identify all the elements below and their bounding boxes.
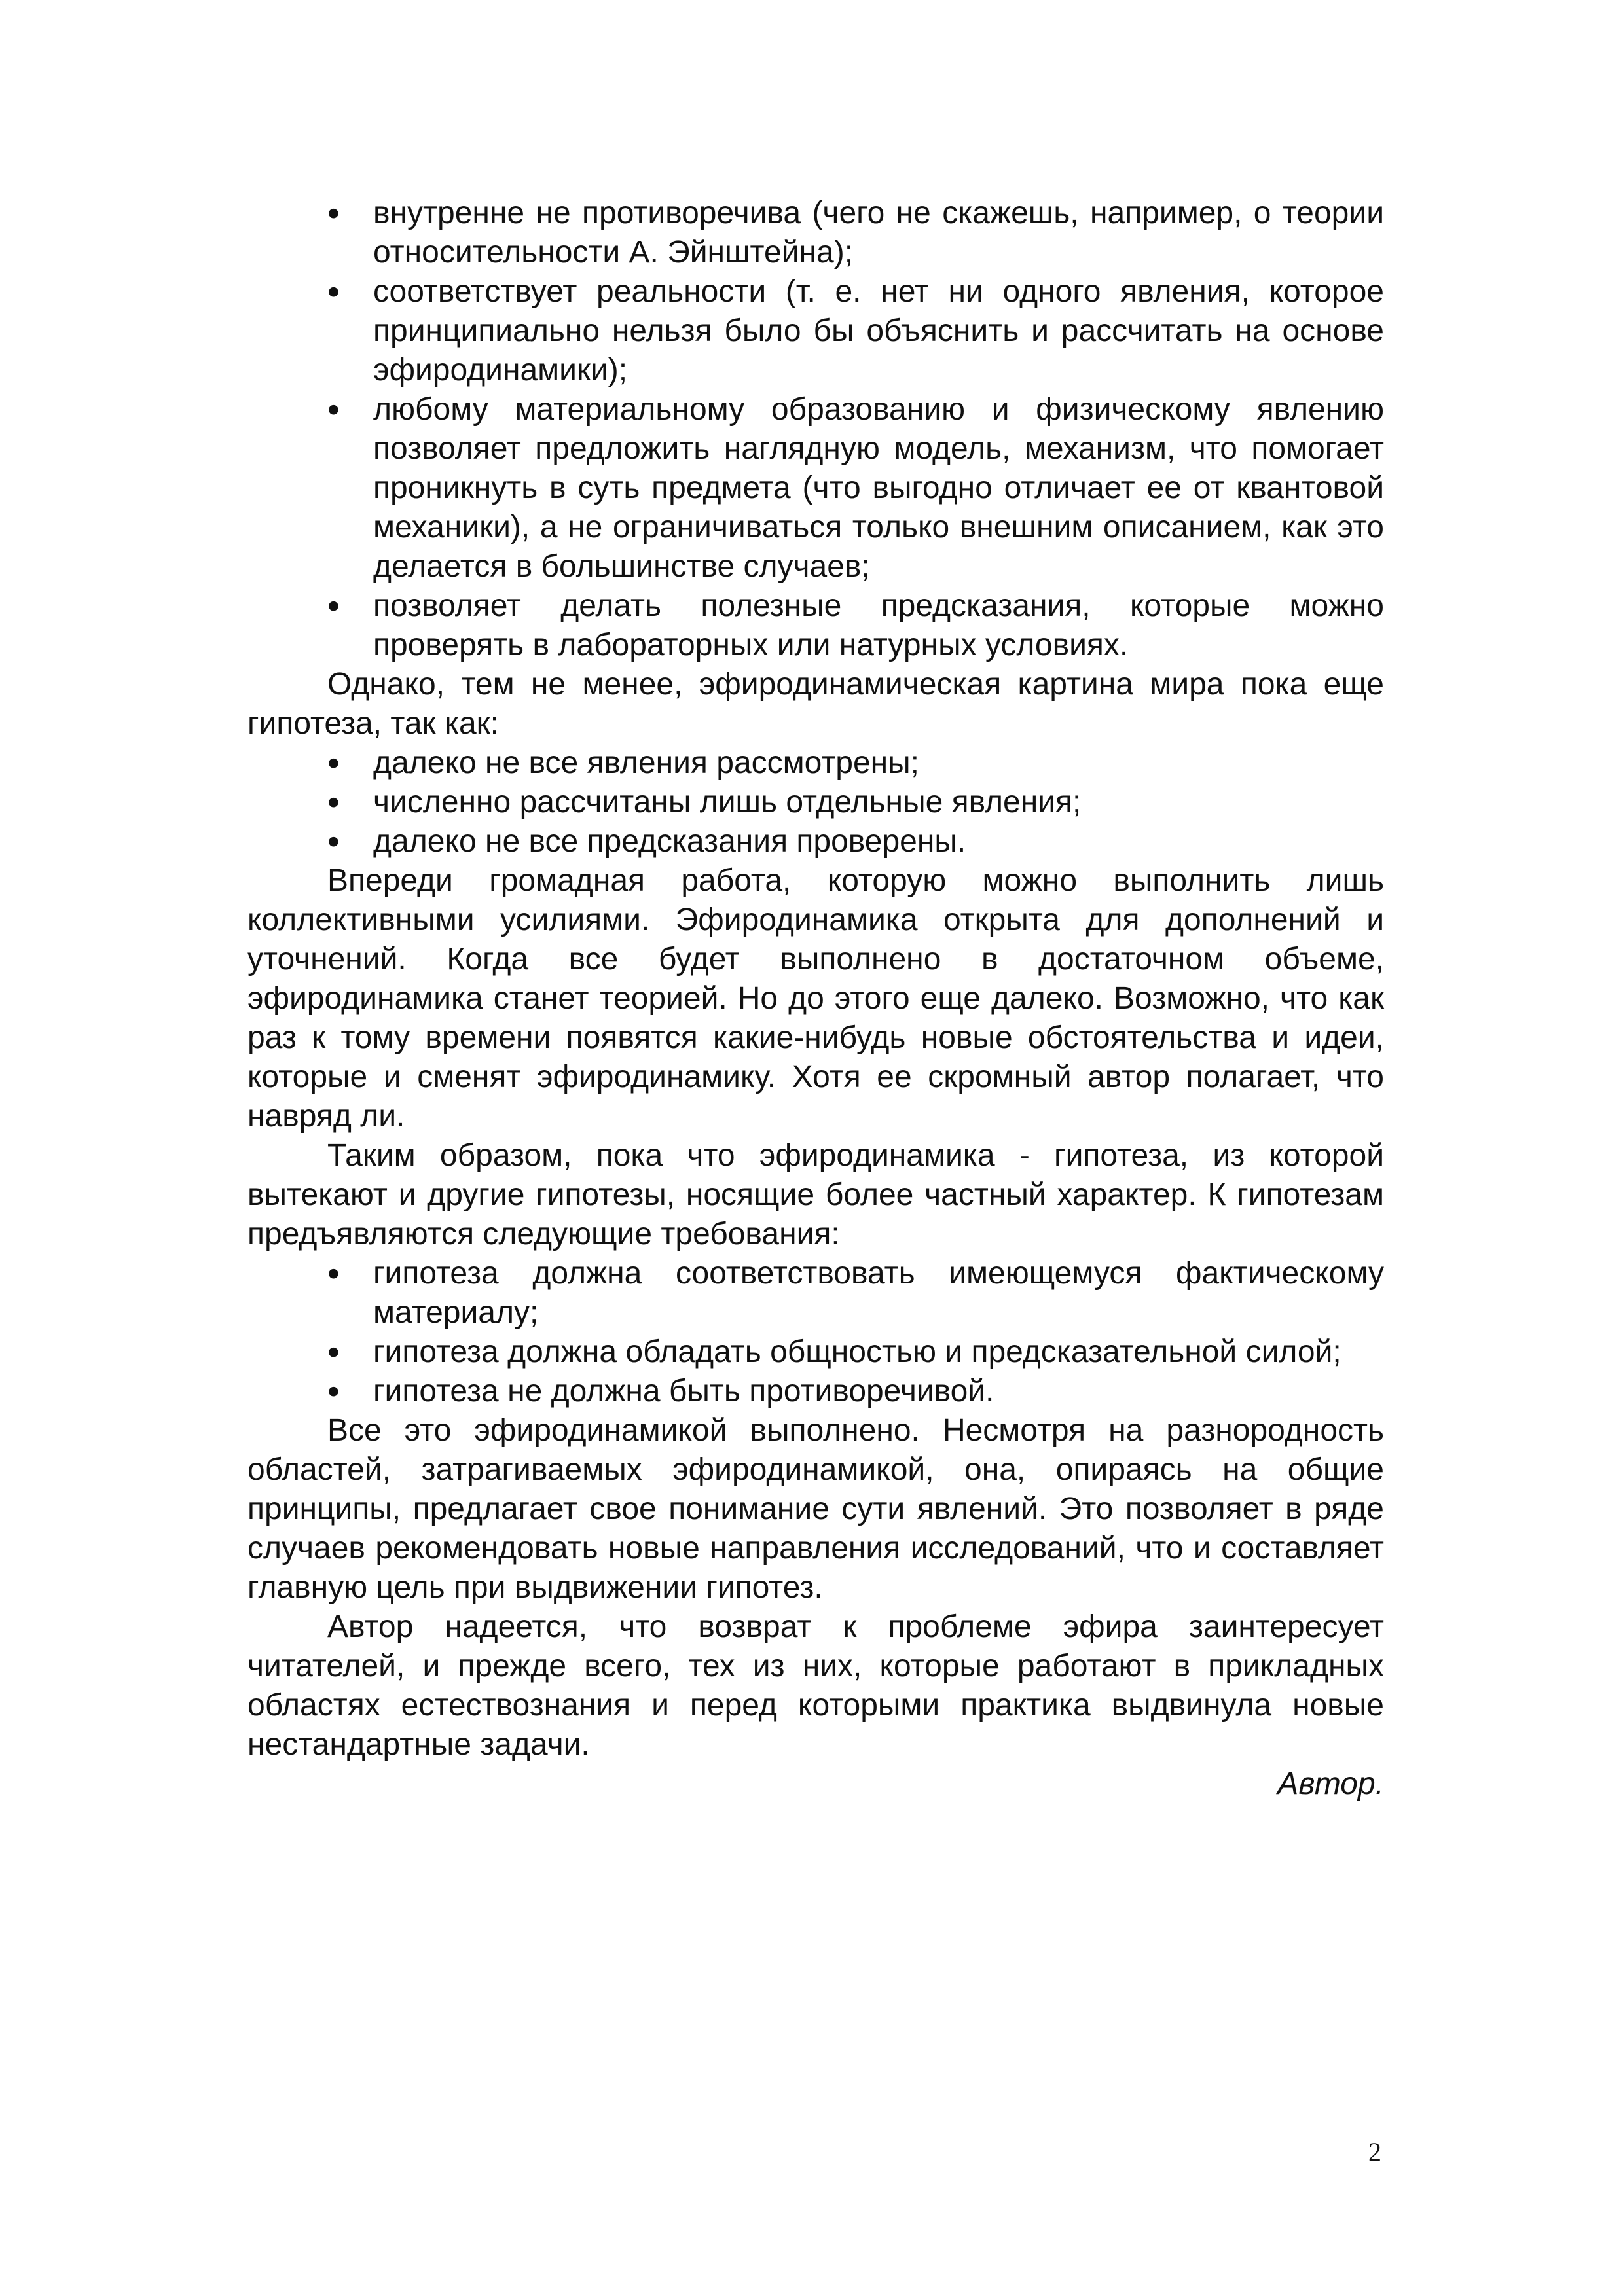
list-item: • внутренне не противоречива (чего не скажешь, например, о теории относительности А. Эйнштейна); [247, 194, 1384, 272]
list-item: • гипотеза должна соответствовать имеющемуся фактическому материалу; [247, 1254, 1384, 1333]
paragraph-work-ahead: Впереди громадная работа, которую можно выполнить лишь коллективными усилиями. Эфиродинамика открыта для дополнений и уточнений. Когда все будет выполнено в достаточном объеме, эфиродинамика станет теорией. Но до этого еще далеко. Возможно, что как раз к тому времени появятся какие-нибудь новые обстоятельства и идеи, которые и сменят эфиродинамику. Хотя ее скромный автор полагает, что навряд ли. [247, 863, 1384, 1134]
list-item: • далеко не все предсказания проверены. [247, 822, 1384, 861]
paragraph-however: Однако, тем не менее, эфиродинамическая картина мира пока еще гипотеза, так как: [247, 667, 1384, 741]
list-item: • позволяет делать полезные предсказания, которые можно проверять в лабораторных или натурных условиях. [247, 586, 1384, 665]
paragraph-fulfilled: Все это эфиродинамикой выполнено. Несмотря на разнородность областей, затрагиваемых эфиродинамикой, она, опираясь на общие принципы, предлагает свое понимание сути явлений. Это позволяет в ряде случаев рекомендовать новые направления исследований, что и составляет главную цель при выдвижении гипотез. [247, 1413, 1384, 1605]
bullet-list-reasons [247, 744, 1384, 861]
list-item: • соответствует реальности (т. е. нет ни одного явления, которое принципиально нельзя было бы объяснить и рассчитать на основе эфиродинамики); [247, 272, 1384, 390]
author-signature: Автор. [1277, 1767, 1384, 1801]
paragraph-author-hopes: Автор надеется, что возврат к проблеме эфира заинтересует читателей, и прежде всего, тех из них, которые работают в прикладных областях естествознания и перед которыми практика выдвинула новые нестандартные задачи. [247, 1609, 1384, 1762]
list-item: • далеко не все явления рассмотрены; [247, 744, 1384, 783]
list-item: • гипотеза не должна быть противоречивой. [247, 1372, 1384, 1411]
bullet-list-requirements [247, 1254, 1384, 1411]
page-number: 2 [1368, 2137, 1381, 2166]
list-item: • любому материальному образованию и физическому явлению позволяет предложить наглядную модель, механизм, что помогает проникнуть в суть предмета (что выгодно отличает ее от квантовой механики), а не ограничиваться только внешним описанием, как это делается в большинстве случаев; [247, 390, 1384, 586]
list-item: • численно рассчитаны лишь отдельные явления; [247, 783, 1384, 822]
list-item: • гипотеза должна обладать общностью и предсказательной силой; [247, 1333, 1384, 1372]
paragraph-thus: Таким образом, пока что эфиродинамика - гипотеза, из которой вытекают и другие гипотезы, носящие более частный характер. К гипотезам предъявляются следующие требования: [247, 1138, 1384, 1251]
bullet-list-properties [247, 194, 1384, 665]
page-text [247, 194, 1384, 1804]
